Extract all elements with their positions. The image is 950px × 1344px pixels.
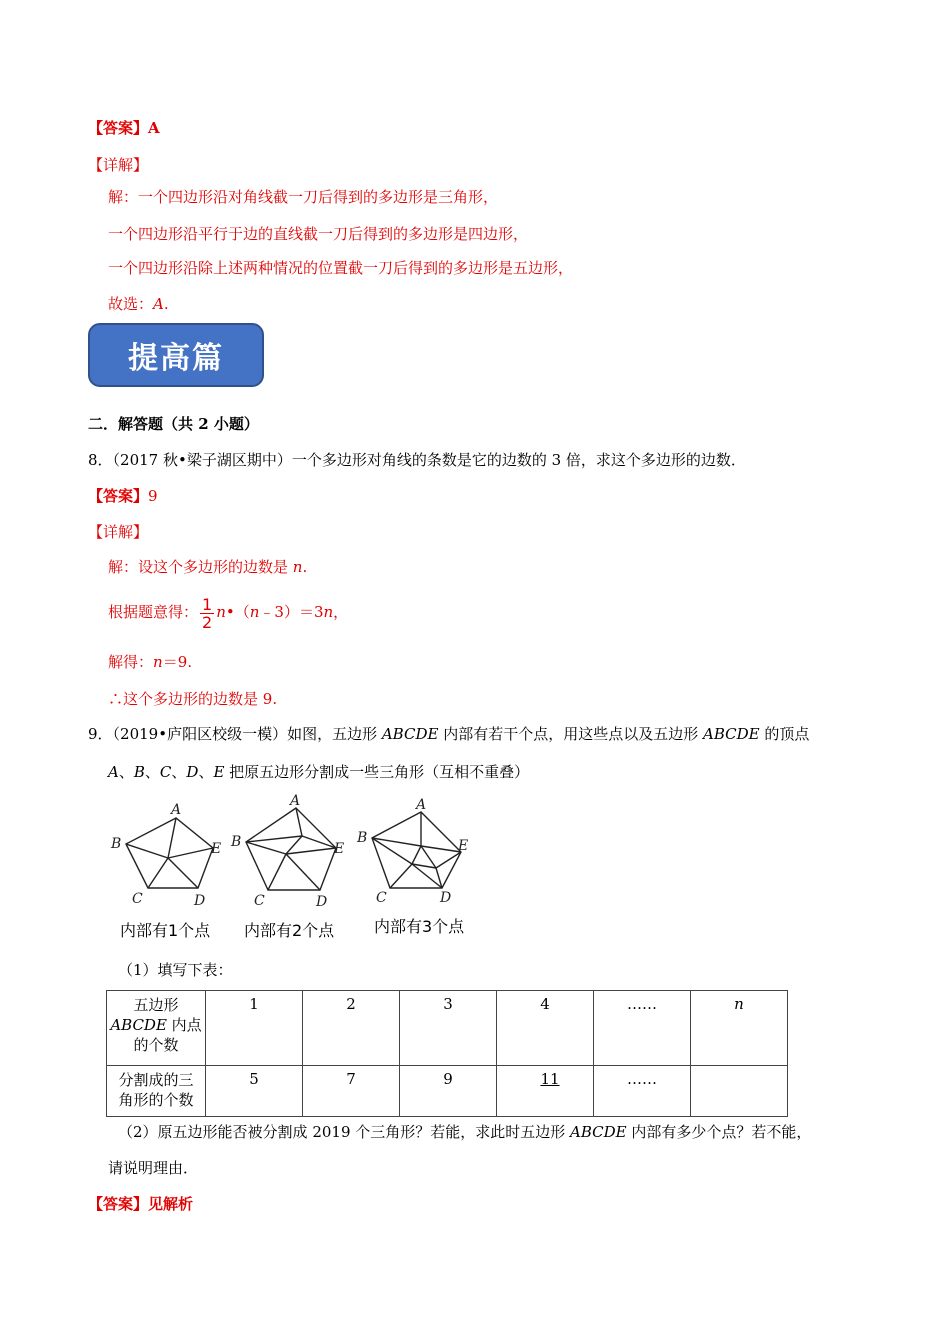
solution-line-2	[108, 592, 348, 632]
pentagon-figure-1	[108, 800, 228, 910]
solution-line-4: ∴这个多边形的边数是 9.	[108, 690, 278, 708]
section-heading: 二．解答题（共 2 小题）	[88, 415, 259, 433]
question-text: （2019•庐阳区校级一模）如图，五边形	[112, 725, 382, 743]
answer-value: 见解析	[148, 1195, 194, 1213]
header-text: 五边形	[133, 996, 179, 1014]
vertex-e: E	[213, 763, 225, 781]
separator: 、	[171, 763, 187, 781]
vertex-d: D	[186, 763, 199, 781]
solution-suffix: .	[302, 558, 308, 576]
table-row	[107, 1066, 788, 1117]
pentagon-figure-2	[228, 794, 353, 909]
question-text: 内部有多少个点？若不能，	[626, 1123, 812, 1141]
answer-label: 【答案】	[88, 487, 149, 505]
vertex-label-d: D	[316, 894, 328, 909]
pentagon-name: ABCDE	[110, 1016, 167, 1034]
banner-title: 提高篇	[128, 341, 224, 376]
table-cell	[691, 1066, 788, 1117]
vertex-label-b: B	[231, 834, 242, 850]
filled-answer: 11	[540, 1070, 560, 1088]
vertex-label-c: C	[376, 890, 387, 906]
question-8	[88, 450, 746, 470]
detail-label-8: 【详解】	[88, 523, 149, 541]
part-2-line-1	[118, 1122, 811, 1142]
part-1-label: （1）填写下表：	[118, 961, 233, 979]
choice-prefix: 故选：	[108, 295, 154, 313]
vertex-label-d: D	[194, 893, 206, 909]
solution-line-1	[108, 557, 307, 577]
answer-value: 9	[148, 487, 158, 505]
figure-caption-1: 内部有1个点	[120, 921, 211, 940]
table-cell: n	[691, 991, 788, 1066]
table-cell: 9	[400, 1066, 497, 1117]
header-text: 角形的个数	[118, 1091, 194, 1109]
row-header-points	[107, 991, 206, 1066]
pentagon-name: ABCDE	[570, 1123, 627, 1141]
fraction-one-half	[200, 596, 214, 631]
variable-n: n	[216, 603, 226, 621]
table-cell: 5	[206, 1066, 303, 1117]
question-9-line-2	[108, 762, 529, 782]
solution-suffix: ＝9.	[162, 653, 192, 671]
separator: 、	[118, 763, 134, 781]
answer-value: A	[148, 119, 160, 137]
table-cell: 3	[400, 991, 497, 1066]
vertex-label-b: B	[111, 836, 122, 852]
solution-text: 根据题意得：	[108, 603, 199, 621]
pentagon-name: ABCDE	[702, 725, 760, 743]
expression-part: ，	[333, 603, 349, 621]
pentagon-figure-3	[356, 798, 481, 910]
header-text: 内点	[166, 1016, 202, 1034]
solution-text: 解：设这个多边形的边数是	[108, 558, 293, 576]
table-cell: 1	[206, 991, 303, 1066]
vertex-label-a: A	[416, 798, 427, 813]
row-header-triangles	[107, 1066, 206, 1117]
variable-n: n	[153, 653, 163, 671]
vertex-label-a: A	[171, 802, 182, 818]
question-number: 8．	[88, 451, 113, 469]
choice-value: A	[153, 295, 164, 313]
table-cell: 2	[303, 991, 400, 1066]
question-text: （2017 秋•梁子湖区期中）一个多边形对角线的条数是它的边数的 3 倍，求这个多边形的边数．	[112, 451, 746, 469]
header-text: 的个数	[133, 1036, 179, 1054]
answer-line-9	[88, 1194, 193, 1214]
fraction-numerator: 1	[202, 594, 213, 614]
question-number: 9．	[88, 725, 113, 743]
question-text: 的顶点	[759, 725, 810, 743]
answer-label: 【答案】	[88, 119, 149, 137]
vertex-label-e: E	[211, 841, 222, 857]
vertex-label-c: C	[132, 891, 143, 907]
question-text: 内部有若干个点，用这些点以及五边形	[438, 725, 703, 743]
vertex-a: A	[108, 763, 119, 781]
question-9-line-1	[88, 724, 809, 744]
figure-caption-2: 内部有2个点	[244, 921, 335, 940]
table-row	[107, 991, 788, 1066]
variable-n: n	[249, 603, 260, 621]
vertex-label-d: D	[440, 890, 452, 906]
detail-line-2: 一个四边形沿平行于边的直线截一刀后得到的多边形是四边形，	[108, 225, 529, 243]
detail-line-3: 一个四边形沿除上述两种情况的位置截一刀后得到的多边形是五边形，	[108, 259, 574, 277]
solution-text: 解得：	[108, 653, 154, 671]
vertex-b: B	[133, 763, 145, 781]
answer-line-7	[88, 118, 160, 138]
variable-n: n	[323, 603, 334, 621]
pentagon-name: ABCDE	[381, 725, 439, 743]
table-cell-answer	[497, 1066, 594, 1117]
variable-n: n	[292, 558, 303, 576]
choice-suffix: .	[163, 295, 169, 313]
vertex-label-c: C	[254, 893, 265, 909]
vertex-label-e: E	[334, 841, 345, 857]
choice-line	[108, 294, 169, 314]
question-text: 把原五边形分割成一些三角形（互相不重叠）	[224, 763, 530, 781]
expression-part: •（	[225, 603, 250, 621]
vertex-label-e: E	[458, 838, 469, 854]
answer-line-8	[88, 486, 158, 506]
table-cell: ……	[594, 1066, 691, 1117]
expression-part: ﹣3）＝3	[259, 603, 324, 621]
section-banner	[88, 323, 264, 387]
table-cell: 7	[303, 1066, 400, 1117]
separator: 、	[198, 763, 214, 781]
table-cell: ……	[594, 991, 691, 1066]
detail-label-7: 【详解】	[88, 156, 149, 174]
separator: 、	[144, 763, 160, 781]
vertex-label-a: A	[290, 794, 301, 809]
solution-line-3	[108, 652, 192, 672]
vertex-c: C	[159, 763, 172, 781]
fill-in-table	[106, 990, 788, 1117]
detail-line-1: 解：一个四边形沿对角线截一刀后得到的多边形是三角形，	[108, 188, 499, 206]
question-text: （2）原五边形能否被分割成 2019 个三角形？若能，求此时五边形	[118, 1123, 571, 1141]
header-text: 分割成的三	[118, 1071, 194, 1089]
fraction-denominator: 2	[202, 612, 213, 632]
answer-label: 【答案】	[88, 1195, 149, 1213]
table-cell: 4	[497, 991, 594, 1066]
part-2-line-2: 请说明理由．	[108, 1159, 199, 1177]
vertex-label-b: B	[357, 830, 368, 846]
figure-caption-3: 内部有3个点	[374, 917, 465, 936]
